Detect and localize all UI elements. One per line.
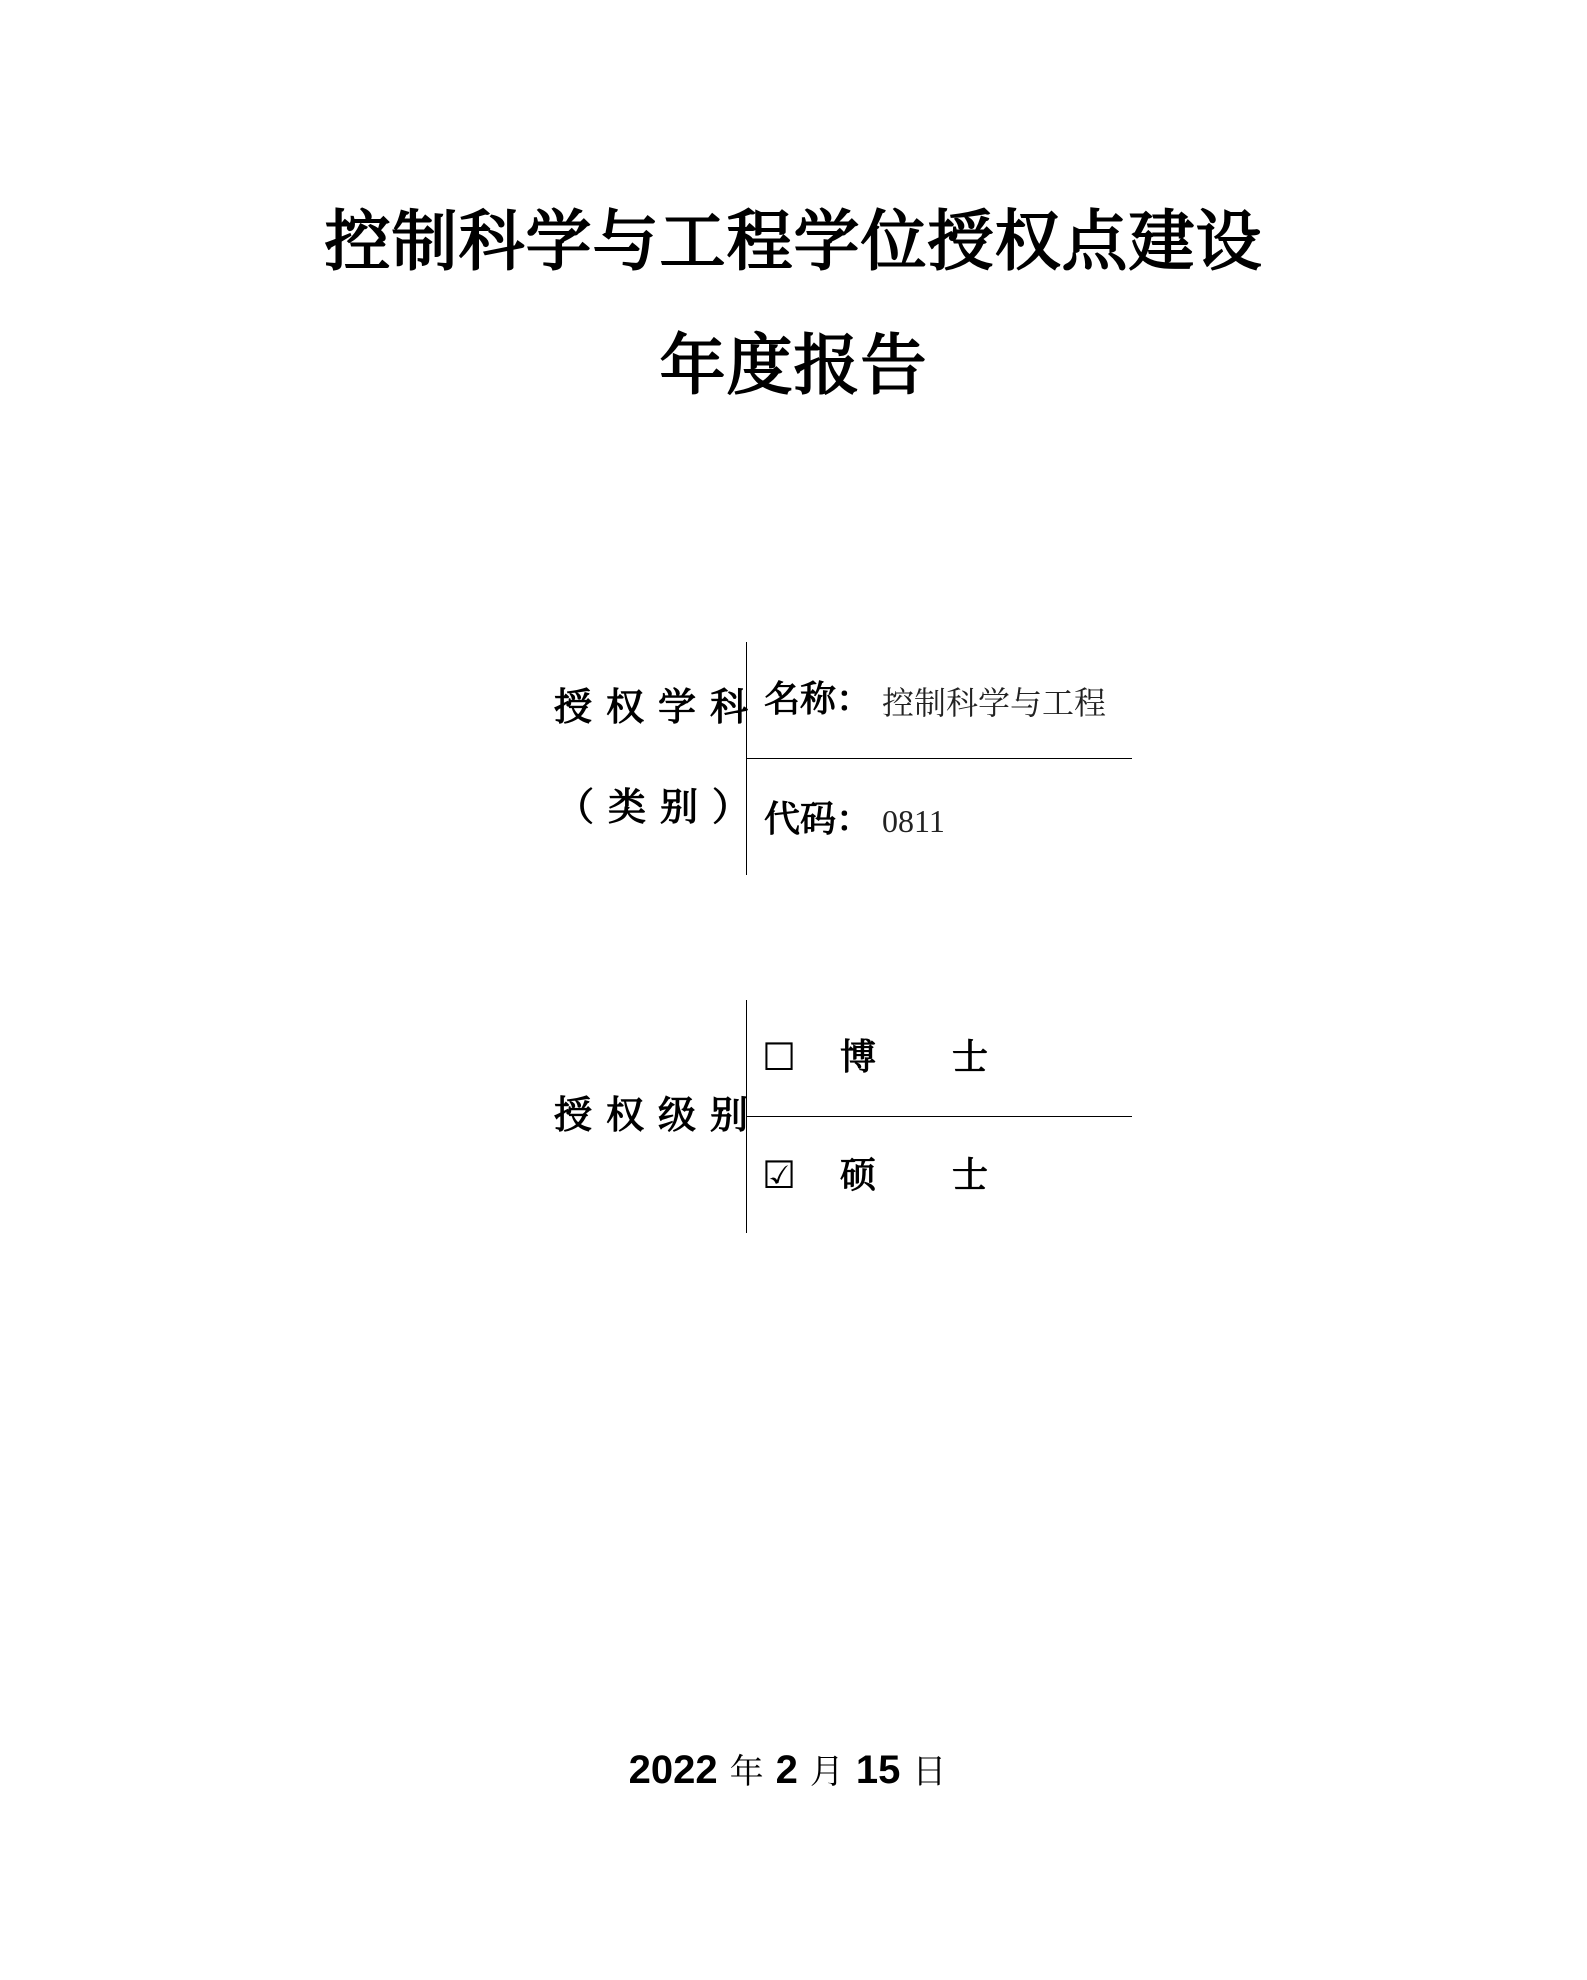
discipline-category-label: （类别） bbox=[556, 784, 765, 829]
date-day: 15 bbox=[855, 1748, 901, 1792]
name-label: 名称： bbox=[764, 678, 873, 720]
discipline-divider-horizontal bbox=[746, 758, 1132, 759]
date-month-unit: 月 bbox=[809, 1752, 844, 1792]
name-value: 控制科学与工程 bbox=[882, 684, 1107, 722]
doctor-option-label: 博 士 bbox=[840, 1036, 1009, 1078]
discipline-label: 授权学科 bbox=[554, 684, 763, 729]
report-title-line-1: 控制科学与工程学位授权点建设 bbox=[324, 203, 1263, 280]
date-day-unit: 日 bbox=[912, 1752, 947, 1792]
master-option-label: 硕 士 bbox=[840, 1154, 1009, 1196]
report-title-line-2: 年度报告 bbox=[659, 327, 928, 404]
date-year: 2022 bbox=[628, 1748, 718, 1792]
code-value: 0811 bbox=[882, 803, 945, 839]
code-label: 代码： bbox=[764, 798, 873, 840]
date-month: 2 bbox=[775, 1748, 798, 1792]
doctor-checkbox[interactable]: ☐ bbox=[762, 1035, 797, 1079]
level-label: 授权级别 bbox=[554, 1092, 763, 1137]
master-checkbox[interactable]: ☑ bbox=[762, 1153, 797, 1197]
report-date bbox=[0, 1745, 1587, 1797]
date-year-unit: 年 bbox=[729, 1752, 764, 1792]
level-divider-horizontal bbox=[746, 1116, 1132, 1117]
